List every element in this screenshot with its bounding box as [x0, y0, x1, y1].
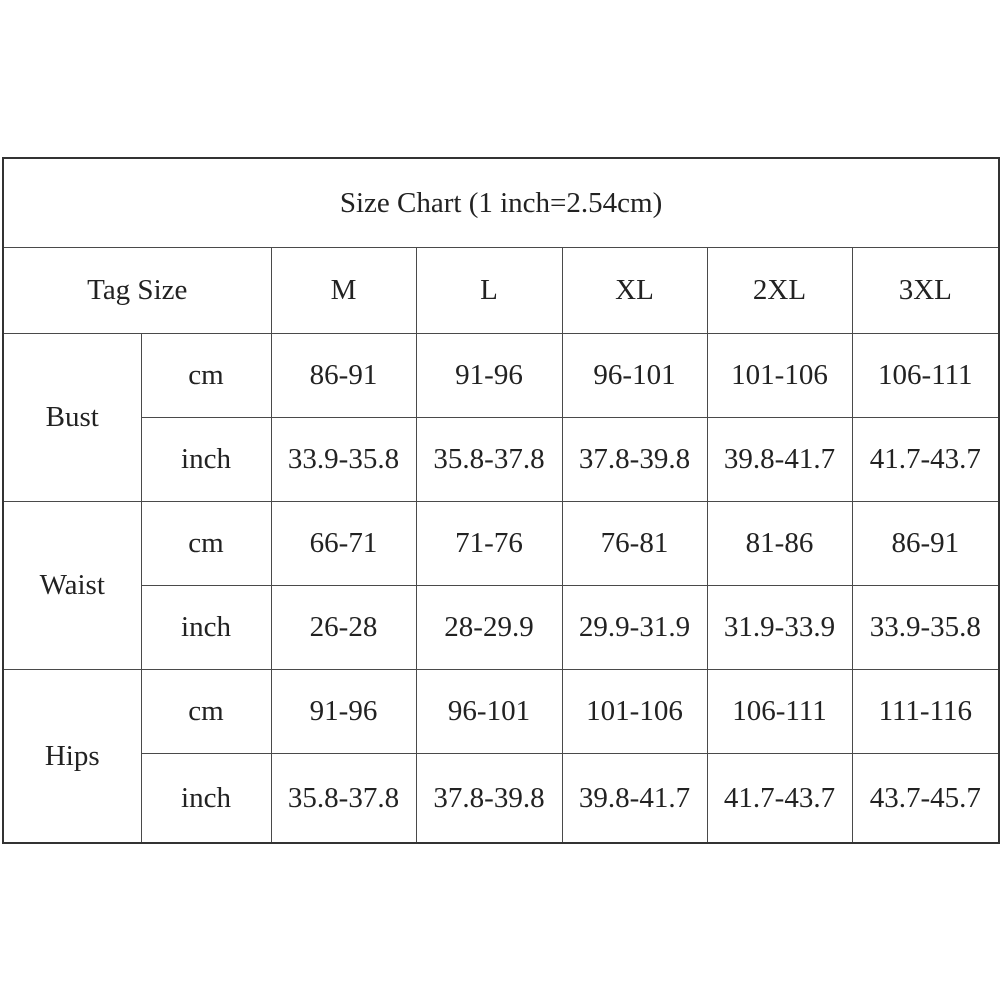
table-row — [3, 586, 999, 670]
table-cell: 33.9-35.8 — [271, 418, 416, 502]
table-cell: 33.9-35.8 — [852, 586, 999, 670]
table-cell: 71-76 — [416, 502, 562, 586]
table-cell: 39.8-41.7 — [562, 754, 707, 844]
unit-label: cm — [141, 334, 271, 418]
table-cell: 86-91 — [271, 334, 416, 418]
size-header-2xl: 2XL — [707, 248, 852, 334]
table-cell: 37.8-39.8 — [416, 754, 562, 844]
table-cell: 31.9-33.9 — [707, 586, 852, 670]
table-row — [3, 418, 999, 502]
table-cell: 106-111 — [707, 670, 852, 754]
size-chart-table — [2, 157, 1000, 844]
table-row — [3, 670, 999, 754]
table-cell: 35.8-37.8 — [271, 754, 416, 844]
size-header-xl: XL — [562, 248, 707, 334]
table-cell: 43.7-45.7 — [852, 754, 999, 844]
table-cell: 37.8-39.8 — [562, 418, 707, 502]
table-cell: 81-86 — [707, 502, 852, 586]
table-cell: 86-91 — [852, 502, 999, 586]
table-cell: 101-106 — [562, 670, 707, 754]
unit-label: inch — [141, 586, 271, 670]
unit-label: inch — [141, 418, 271, 502]
table-cell: 76-81 — [562, 502, 707, 586]
table-cell: 91-96 — [416, 334, 562, 418]
table-cell: 66-71 — [271, 502, 416, 586]
tag-size-label: Tag Size — [3, 248, 271, 334]
unit-label: cm — [141, 502, 271, 586]
measure-label-waist: Waist — [3, 502, 141, 670]
table-cell: 28-29.9 — [416, 586, 562, 670]
table-cell: 96-101 — [416, 670, 562, 754]
size-header-3xl: 3XL — [852, 248, 999, 334]
table-cell: 111-116 — [852, 670, 999, 754]
table-row — [3, 334, 999, 418]
measure-label-bust: Bust — [3, 334, 141, 502]
table-cell: 26-28 — [271, 586, 416, 670]
table-row — [3, 502, 999, 586]
table-cell: 29.9-31.9 — [562, 586, 707, 670]
table-cell: 101-106 — [707, 334, 852, 418]
table-cell: 91-96 — [271, 670, 416, 754]
unit-label: cm — [141, 670, 271, 754]
table-cell: 35.8-37.8 — [416, 418, 562, 502]
table-cell: 96-101 — [562, 334, 707, 418]
table-cell: 41.7-43.7 — [852, 418, 999, 502]
measure-label-hips: Hips — [3, 670, 141, 844]
size-chart-title: Size Chart (1 inch=2.54cm) — [3, 158, 999, 248]
size-header-m: M — [271, 248, 416, 334]
table-cell: 106-111 — [852, 334, 999, 418]
table-cell: 39.8-41.7 — [707, 418, 852, 502]
size-header-row — [3, 248, 999, 334]
size-header-l: L — [416, 248, 562, 334]
unit-label: inch — [141, 754, 271, 844]
table-row — [3, 754, 999, 844]
table-cell: 41.7-43.7 — [707, 754, 852, 844]
